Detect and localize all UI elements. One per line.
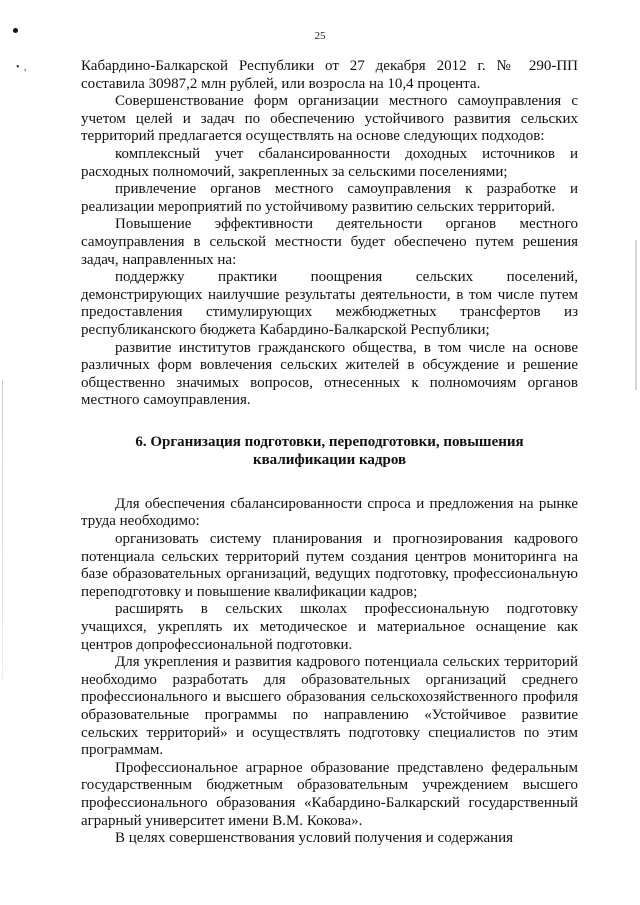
list-item: организовать систему планирования и прогнозирования кадрового потенциала сельских территорий путем создания центров мониторинга на базе образовательных организаций, ведущих подготовку, профессиональную переподготовку и повышение квалификации кадров; — [81, 531, 578, 600]
paragraph: Повышение эффективности деятельности органов местного самоуправления в сельской местности будет обеспечено путем решения задач, направленных на: — [81, 216, 578, 268]
scan-edge-right — [635, 240, 637, 390]
section-heading — [81, 433, 578, 469]
paragraph: Профессиональное аграрное образование представлено федеральным государственным бюджетным образовательным учреждением высшего профессионального образования «Кабардино-Балкарский государственный аграрный университет имени В.М. Кокова». — [81, 759, 578, 829]
scan-specks: • , — [16, 62, 28, 73]
list-item: расширять в сельских школах профессиональную подготовку учащихся, укреплять их методическое и материальное оснащение как центров допрофессиональной подготовки. — [81, 601, 578, 653]
document-body — [81, 58, 578, 848]
page-number: 25 — [314, 30, 326, 42]
paragraph: В целях совершенствования условий получения и содержания — [115, 830, 514, 847]
list-item: комплексный учет сбалансированности доходных источников и расходных полномочий, закрепленных за сельскими поселениями; — [81, 145, 578, 180]
list-item: привлечение органов местного самоуправления к разработке и реализации мероприятий по устойчивому развитию сельских территорий. — [81, 181, 578, 215]
paragraph: Для обеспечения сбалансированности спроса и предложения на рынке труда необходимо: — [81, 495, 578, 530]
paragraph-continuation: Кабардино-Балкарской Республики от 27 декабря 2012 г. № 290-ПП составила 30987,2 млн рублей, или возросла на 10,4 процента. — [81, 58, 578, 92]
section-heading-line: 6. Организация подготовки, переподготовки, повышения — [135, 433, 524, 450]
list-item: поддержку практики поощрения сельских поселений, демонстрирующих наилучшие результаты деятельности, в том числе путем предоставления стимулирующих межбюджетных трансфертов из республиканского бюджета Кабардино-Балкарской Республики; — [81, 269, 578, 338]
paragraph: Совершенствование форм организации местного самоуправления с учетом целей и задач по обеспечению устойчивого развития сельских территорий предлагается осуществлять на основе следующих подходов: — [81, 93, 578, 145]
scan-edge-left — [2, 380, 3, 680]
list-item: развитие институтов гражданского общества, в том числе на основе различных форм вовлечения сельских жителей в обсуждение и решение общественно значимых вопросов, отнесенных к полномочиям органов местного самоуправления. — [81, 339, 578, 409]
section-heading-line: квалификации кадров — [252, 451, 407, 468]
paragraph: Для укрепления и развития кадрового потенциала сельских территорий необходимо разработать для образовательных организаций среднего профессионального и высшего образования сельскохозяйственного профиля образовательные программы по направлению «Устойчивое развитие сельских территорий» и осуществлять подготовку специалистов по этим программам. — [81, 654, 578, 759]
